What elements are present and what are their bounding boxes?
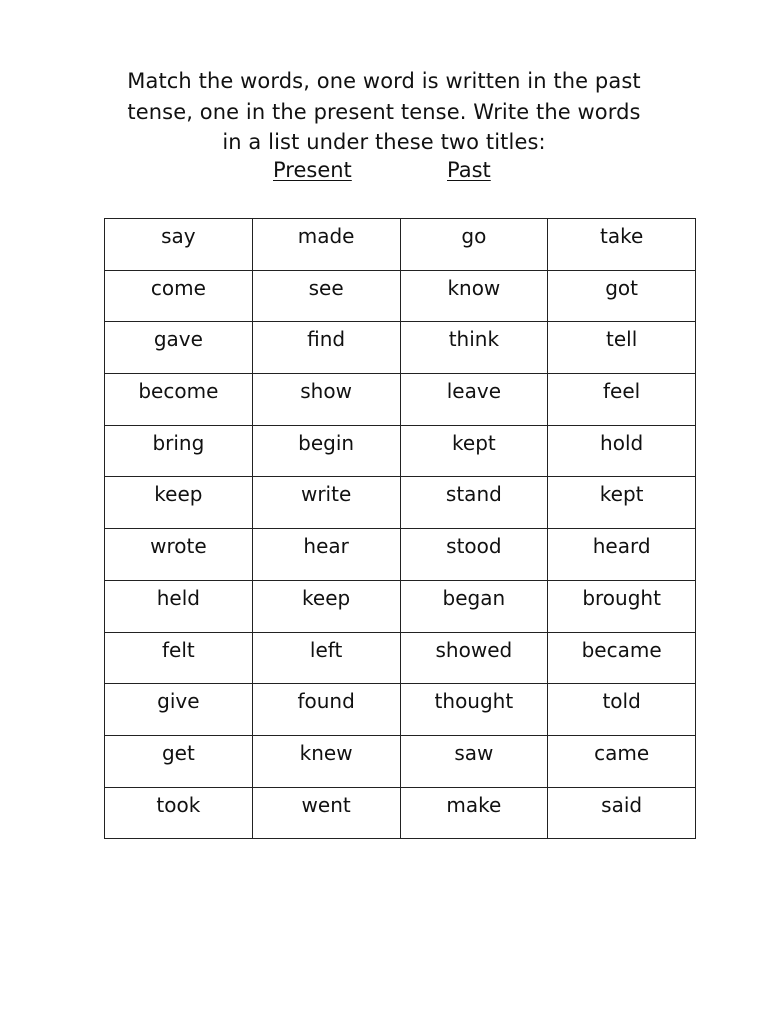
word-cell: began [400,580,548,632]
word-cell: went [252,787,400,839]
word-cell: show [252,374,400,426]
word-cell: go [400,219,548,271]
table-row [105,632,696,684]
word-cell: took [105,787,253,839]
word-cell: keep [252,580,400,632]
title-past: Past [447,158,491,182]
word-cell: stood [400,529,548,581]
word-cell: brought [548,580,696,632]
word-cell: showed [400,632,548,684]
word-cell: kept [548,477,696,529]
word-cell: stand [400,477,548,529]
word-cell: tell [548,322,696,374]
instructions [84,66,684,158]
instructions-line-1: Match the words, one word is written in the past [127,69,641,93]
word-cell: begin [252,425,400,477]
word-cell: leave [400,374,548,426]
word-cell: got [548,270,696,322]
table-row [105,787,696,839]
word-cell: thought [400,684,548,736]
word-cell: take [548,219,696,271]
word-cell: write [252,477,400,529]
word-cell: gave [105,322,253,374]
table-row [105,684,696,736]
word-cell: kept [400,425,548,477]
word-grid [104,218,696,839]
word-cell: bring [105,425,253,477]
table-row [105,580,696,632]
word-cell: come [105,270,253,322]
word-cell: make [400,787,548,839]
column-titles [0,158,768,190]
word-cell: get [105,735,253,787]
title-present: Present [273,158,352,182]
word-cell: became [548,632,696,684]
table-row [105,322,696,374]
table-row [105,270,696,322]
word-cell: felt [105,632,253,684]
word-cell: know [400,270,548,322]
word-cell: see [252,270,400,322]
instructions-line-2: tense, one in the present tense. Write the words [127,99,641,124]
table-row [105,374,696,426]
table-row [105,529,696,581]
word-cell: said [548,787,696,839]
word-cell: give [105,684,253,736]
word-cell: left [252,632,400,684]
table-row [105,219,696,271]
instructions-line-3: in a list under these two titles: [222,130,546,154]
word-cell: held [105,580,253,632]
word-cell: found [252,684,400,736]
word-cell: wrote [105,529,253,581]
word-cell: hold [548,425,696,477]
word-cell: heard [548,529,696,581]
word-cell: find [252,322,400,374]
word-cell: feel [548,374,696,426]
word-cell: say [105,219,253,271]
word-cell: knew [252,735,400,787]
word-cell: came [548,735,696,787]
word-cell: made [252,219,400,271]
word-cell: keep [105,477,253,529]
table-row [105,735,696,787]
table-row [105,477,696,529]
table-row [105,425,696,477]
word-cell: told [548,684,696,736]
word-cell: saw [400,735,548,787]
word-cell: hear [252,529,400,581]
word-cell: think [400,322,548,374]
word-cell: become [105,374,253,426]
